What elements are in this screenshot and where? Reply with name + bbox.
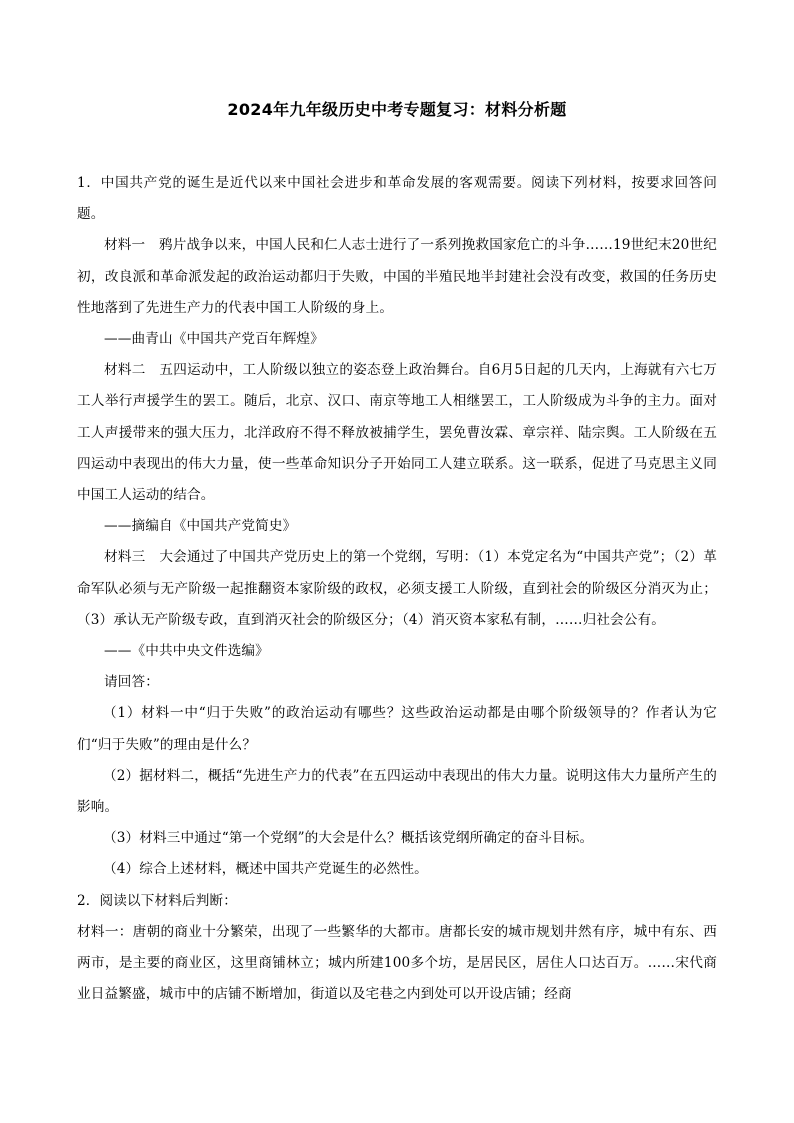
question-1-subquestion-3: （3）材料三中通过“第一个党纲”的大会是什么？概括该党纲所确定的奋斗目标。	[103, 830, 594, 847]
question-1-material-1-source: ——曲青山《中国共产党百年辉煌》	[104, 331, 324, 348]
document-page	[77, 96, 717, 1010]
question-1-stem: 1．中国共产党的诞生是近代以来中国社会进步和革命发展的客观需要。阅读下列材料，按要求回答问题。	[77, 175, 717, 223]
question-1-material-2-source: ——摘编自《中国共产党简史》	[104, 518, 297, 535]
question-1-subquestion-2: （2）据材料二，概括“先进生产力的代表”在五四运动中表现出的伟大力量。说明这伟大力量所产生的影响。	[77, 767, 717, 816]
question-1-material-1: 材料一 鸦片战争以来，中国人民和仁人志士进行了一系列挽救国家危亡的斗争……19世纪末20世纪初，改良派和革命派发起的政治运动都归于失败，中国的半殖民地半封建社会没有改变，救国的任务历史性地落到了先进生产力的代表中国工人阶级的身上。	[77, 237, 717, 316]
question-1-subquestion-4: （4）综合上述材料，概述中国共产党诞生的必然性。	[103, 861, 428, 878]
question-1-subquestion-1: （1）材料一中“归于失败”的政治运动有哪些？这些政治运动都是由哪个阶级领导的？作者认为它们“归于失败”的理由是什么？	[77, 705, 717, 753]
question-1-material-2: 材料二 五四运动中，工人阶级以独立的姿态登上政治舞台。自6月5日起的几天内，上海就有六七万工人举行声援学生的罢工。随后，北京、汉口、南京等地工人相继罢工，工人阶级成为斗争的主力。面对工人声援带来的强大压力，北洋政府不得不释放被捕学生，罢免曹汝霖、章宗祥、陆宗舆。工人阶级在五四运动中表现出的伟大力量，使一些革命知识分子开始同工人建立联系。这一联系，促进了马克思主义同中国工人运动的结合。	[77, 362, 717, 504]
question-1-material-3-source: ——《中共中央文件选编》	[104, 643, 269, 660]
question-1-prompt: 请回答：	[104, 674, 159, 691]
question-2-stem: 2．阅读以下材料后判断：	[77, 892, 237, 909]
question-2-material-1: 材料一：唐朝的商业十分繁荣，出现了一些繁华的大都市。唐都长安的城市规划井然有序，城中有东、西两市，是主要的商业区，这里商铺林立；城内所建100多个坊，是居民区，居住人口达百万。……宋代商业日益繁盛，城市中的店铺不断增加，街道以及宅巷之内到处可以开设店铺；经商	[77, 923, 717, 1003]
document-title: 2024年九年级历史中考专题复习：材料分析题	[227, 100, 567, 119]
question-1-material-3: 材料三 大会通过了中国共产党历史上的第一个党纲，写明：（1）本党定名为“中国共产党”；（2）革命军队必须与无产阶级一起推翻资本家阶级的政权，必须支援工人阶级，直到社会的阶级区分消灭为止；（3）承认无产阶级专政，直到消灭社会的阶级区分；（4）消灭资本家私有制，……归社会公有。	[77, 549, 717, 628]
